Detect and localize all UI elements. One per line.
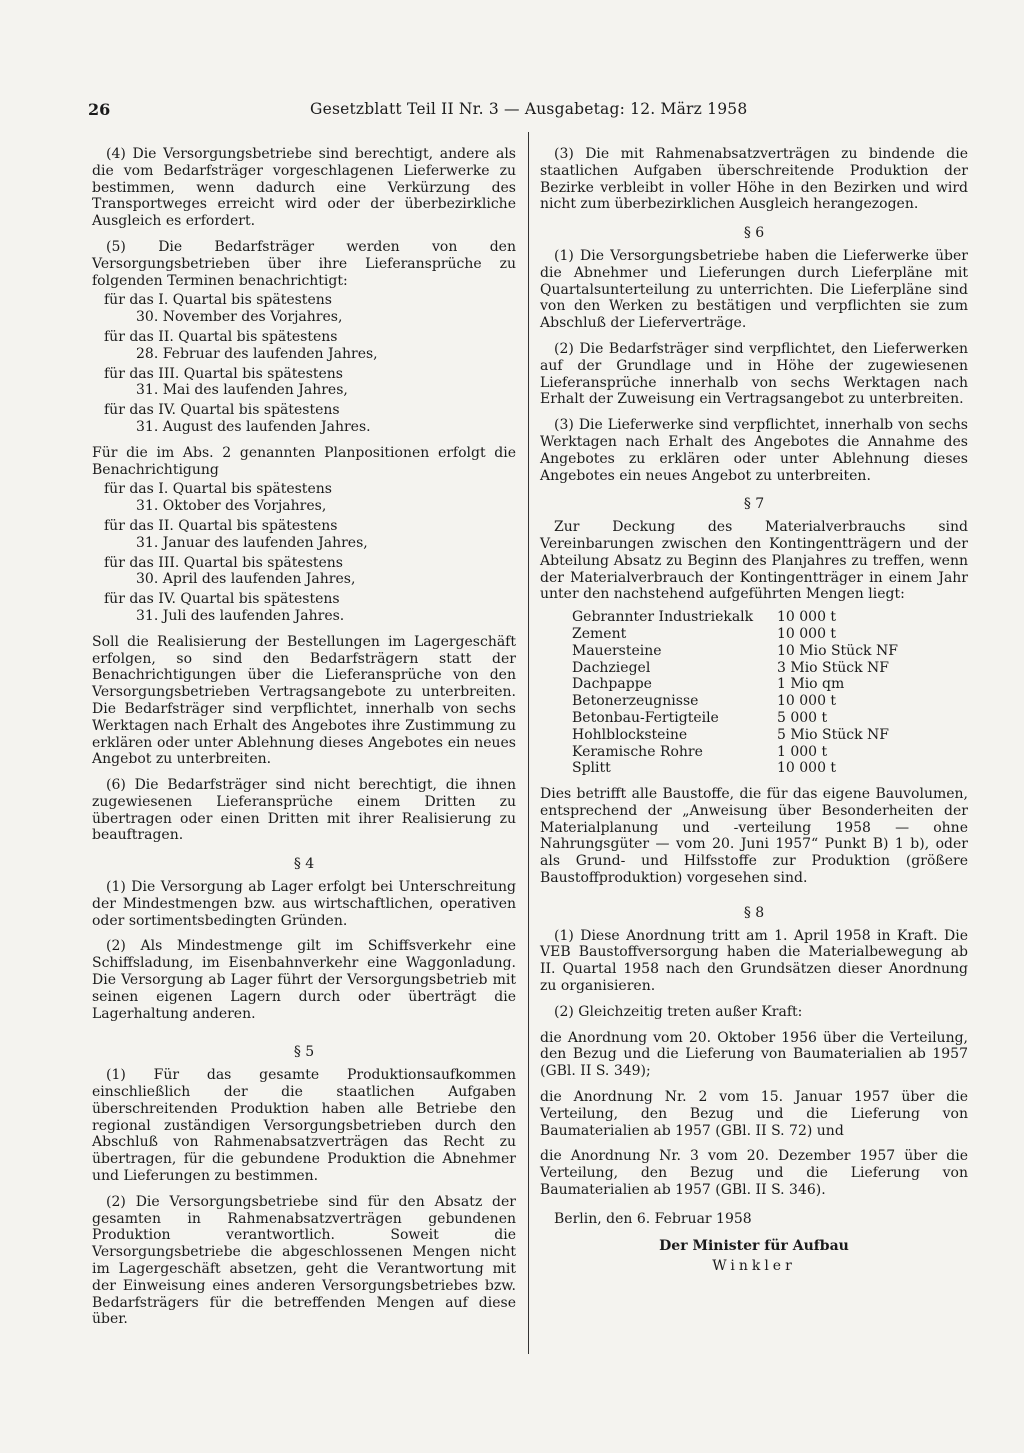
material-qty: 10 000 t <box>777 693 837 710</box>
right-column <box>540 146 968 1275</box>
material-qty: 10 Mio Stück NF <box>777 642 898 659</box>
table-row <box>572 609 898 626</box>
material-name: Splitt <box>572 760 611 777</box>
page-number: 26 <box>88 100 111 119</box>
list-item-quarter: für das IV. Quartal bis spätestens <box>104 402 340 419</box>
section-6-para-2: (2) Die Bedarfsträger sind verpflichtet, den Lieferwerken auf der Grundlage und in Höhe der zugewiesenen Lieferansprüche innerhalb von sechs Werktagen nach Erhalt der Zuweisung ein Vertragsangebot zu unterbreiten. <box>540 340 968 408</box>
material-name: Dachziegel <box>572 659 651 676</box>
material-name: Betonerzeugnisse <box>572 693 699 710</box>
section-7-heading: § 7 <box>743 496 765 513</box>
material-qty: 10 000 t <box>777 625 837 642</box>
material-qty: 5 Mio Stück NF <box>777 726 890 743</box>
material-qty: 3 Mio Stück NF <box>777 659 890 676</box>
deadline-list-1 <box>92 292 516 435</box>
left-column <box>92 146 516 1328</box>
signer-title: Der Minister für Aufbau <box>659 1237 849 1254</box>
material-table <box>572 609 898 777</box>
list-item <box>92 591 516 625</box>
running-head: Gesetzblatt Teil II Nr. 3 — Ausgabetag: 12. März 1958 <box>310 100 748 118</box>
list-item-deadline: 30. April des laufenden Jahres, <box>136 571 356 588</box>
material-name: Zement <box>572 625 627 642</box>
list-item <box>92 402 516 436</box>
list-item-deadline: 28. Februar des laufenden Jahres, <box>136 345 378 362</box>
list-item-quarter: für das I. Quartal bis spätestens <box>104 292 332 309</box>
table-row <box>572 693 898 710</box>
list-item-quarter: für das II. Quartal bis spätestens <box>104 328 338 345</box>
material-qty: 5 000 t <box>777 709 828 726</box>
material-name: Keramische Rohre <box>572 743 703 760</box>
section-4-heading: § 4 <box>293 856 315 873</box>
list-item <box>92 329 516 363</box>
section-5-para-2: (2) Die Versorgungsbetriebe sind für den Absatz der gesamten in Rahmenabsatzverträgen gebundenen Produktion verantwortlich. Soweit die Versorgungsbetriebe die abgeschlossenen Mengen nicht im Lagergeschäft absetzen, geht die Verantwortung mit der Einweisung eines anderen Versorgungsbetriebes bzw. Bedarfsträgers für die betreffenden Mengen auf diese über. <box>92 1193 516 1328</box>
table-row <box>572 643 898 660</box>
list-item <box>92 555 516 589</box>
table-row <box>572 626 898 643</box>
list-item <box>92 292 516 326</box>
list-item-quarter: für das III. Quartal bis spätestens <box>104 365 343 382</box>
repealed-2: die Anordnung Nr. 2 vom 15. Januar 1957 über die Verteilung, den Bezug und die Lieferung von Baumaterialien ab 1957 (GBl. II S. 72) und <box>540 1089 968 1139</box>
section-4-para-2: (2) Als Mindestmenge gilt im Schiffsverkehr eine Schiffsladung, im Eisenbahnverkehr eine Waggonladung. Die Versorgung ab Lager führt der Versorgungsbetrieb mit seinen eigenen Lagern durch oder überträgt die Lagerhaltung anderen. <box>92 938 516 1022</box>
paragraph-abs2: Für die im Abs. 2 genannten Planpositionen erfolgt die Benachrichtigung <box>92 444 516 478</box>
list-item-deadline: 31. August des laufenden Jahres. <box>136 418 371 435</box>
repealed-3: die Anordnung Nr. 3 vom 20. Dezember 1957 über die Verteilung, den Bezug und die Lieferung von Baumaterialien ab 1957 (GBl. II S. 346). <box>540 1148 968 1199</box>
table-row <box>572 660 898 677</box>
material-name: Gebrannter Industriekalk <box>572 609 754 626</box>
section-6-para-1: (1) Die Versorgungsbetriebe haben die Lieferwerke über die Abnehmer und Lieferungen durch Lieferpläne mit Quartalsunterteilung zu unterrichten. Die Lieferpläne sind von den Werken zu bestätigen und verpflichten sie zum Abschluß der Lieferverträge. <box>540 247 968 332</box>
list-item-deadline: 31. Juli des laufenden Jahres. <box>136 607 345 624</box>
list-item-quarter: für das IV. Quartal bis spätestens <box>104 591 340 608</box>
table-row <box>572 727 898 744</box>
deadline-list-2 <box>92 481 516 624</box>
list-item-quarter: für das II. Quartal bis spätestens <box>104 517 338 534</box>
table-row <box>572 744 898 761</box>
section-7-after: Dies betrifft alle Baustoffe, die für das eigene Bauvolumen, entsprechend der „Anweisung über Besonderheiten der Materialplanung und -verteilung 1958 — ohne Nahrungsgüter — vom 20. Juni 1957“ Punkt B) 1 b), oder als Grund- und Hilfsstoffe zur Produktion (größere Baustoffproduktion) vorgesehen sind. <box>540 786 968 887</box>
section-6-para-3: (3) Die Lieferwerke sind verpflichtet, innerhalb von sechs Werktagen nach Erhalt des Angebotes die Annahme des Angebotes zu erklären oder unter Ablehnung dieses Angebotes ein neues Angebot zu unterbreiten. <box>540 417 968 484</box>
material-name: Hohlblocksteine <box>572 726 688 743</box>
material-qty: 10 000 t <box>777 760 837 777</box>
list-item-deadline: 31. Januar des laufenden Jahres, <box>136 534 368 551</box>
list-item-quarter: für das III. Quartal bis spätestens <box>104 554 343 571</box>
list-item <box>92 481 516 515</box>
section-8-heading: § 8 <box>743 904 765 921</box>
table-row <box>572 676 898 693</box>
material-name: Dachpappe <box>572 676 652 693</box>
list-item-deadline: 31. Oktober des Vorjahres, <box>136 498 327 515</box>
paragraph-6: (6) Die Bedarfsträger sind nicht berechtigt, die ihnen zugewiesenen Lieferansprüche einem Dritten zu übertragen oder einen Dritten mit ihrer Realisierung zu beauftragen. <box>92 777 516 844</box>
material-name: Betonbau-Fertigteile <box>572 709 719 726</box>
section-7-text: Zur Deckung des Materialverbrauchs sind Vereinbarungen zwischen den Kontingentträgern und der Abteilung Absatz zu Beginn des Planjahres zu treffen, wenn der Materialverbrauch der Kontingentträger in einem Jahr unter den nachstehend aufgeführten Mengen liegt: <box>540 519 968 603</box>
page-header <box>88 100 968 122</box>
section-6-heading: § 6 <box>743 225 765 242</box>
column-divider <box>528 132 529 1354</box>
list-item <box>92 518 516 552</box>
section-5-para-1: (1) Für das gesamte Produktionsaufkommen einschließlich der die staatlichen Aufgaben überschreitenden Produktion haben alle Betriebe den regional zuständigen Versorgungsbetrieben durch den Abschluß von Rahmenabsatzverträgen das Recht zu übertragen, für die gebundene Produktion die Abnehmer und Lieferungen zu bestimmen. <box>92 1067 516 1185</box>
paragraph-lagergeschaeft: Soll die Realisierung der Bestellungen im Lagergeschäft erfolgen, so sind den Bedarfsträgern statt der Benachrichtigungen über die Lieferansprüche von den Versorgungsbetrieben Vertragsangebote zu unterbreiten. Die Bedarfsträger sind verpflichtet, innerhalb von sechs Werktagen nach Erhalt des Angebotes ihre Zustimmung zu erklären oder unter Ablehnung dieses Angebotes ein neues Angebot zu unterbreiten. <box>92 633 516 768</box>
material-qty: 1 Mio qm <box>777 676 845 693</box>
material-name: Mauersteine <box>572 642 662 659</box>
list-item-deadline: 31. Mai des laufenden Jahres, <box>136 382 348 399</box>
table-row <box>572 710 898 727</box>
paragraph-5: (5) Die Bedarfsträger werden von den Versorgungsbetrieben über ihre Lieferansprüche zu folgenden Terminen benachrichtigt: <box>92 238 516 289</box>
signing-date: Berlin, den 6. Februar 1958 <box>554 1210 752 1227</box>
signer-name: Winkler <box>712 1258 796 1275</box>
list-item-quarter: für das I. Quartal bis spätestens <box>104 481 332 498</box>
list-item-deadline: 30. November des Vorjahres, <box>136 309 343 326</box>
section-5-heading: § 5 <box>293 1044 315 1061</box>
material-qty: 10 000 t <box>777 609 837 626</box>
paragraph-4: (4) Die Versorgungsbetriebe sind berechtigt, andere als die vom Bedarfsträger vorgeschlagenen Lieferwerke zu bestimmen, wenn dadurch eine Verkürzung des Transportweges erreicht wird oder der überbezirkliche Ausgleich es erfordert. <box>92 146 516 230</box>
section-8-para-1: (1) Diese Anordnung tritt am 1. April 1958 in Kraft. Die VEB Baustoffversorgung haben die Materialbewegung ab II. Quartal 1958 nach den Grundsätzen dieser Anordnung zu organisieren. <box>540 927 968 995</box>
section-4-para-1: (1) Die Versorgung ab Lager erfolgt bei Unterschreitung der Mindestmengen bzw. aus wirtschaftlichen, operativen oder sortimentsbedingten Gründen. <box>92 879 516 929</box>
repealed-1: die Anordnung vom 20. Oktober 1956 über die Verteilung, den Bezug und die Lieferung von Baumaterialien ab 1957 (GBl. II S. 349); <box>540 1029 968 1080</box>
material-qty: 1 000 t <box>777 743 828 760</box>
list-item <box>92 366 516 400</box>
section-8-para-2: (2) Gleichzeitig treten außer Kraft: <box>554 1003 803 1020</box>
table-row <box>572 760 898 777</box>
section-5-para-3: (3) Die mit Rahmenabsatzverträgen zu bindende die staatlichen Aufgaben überschreitende Produktion der Bezirke verbleibt in voller Höhe in den Bezirken und wird nicht zum überbezirklichen Ausgleich herangezogen. <box>540 146 968 213</box>
